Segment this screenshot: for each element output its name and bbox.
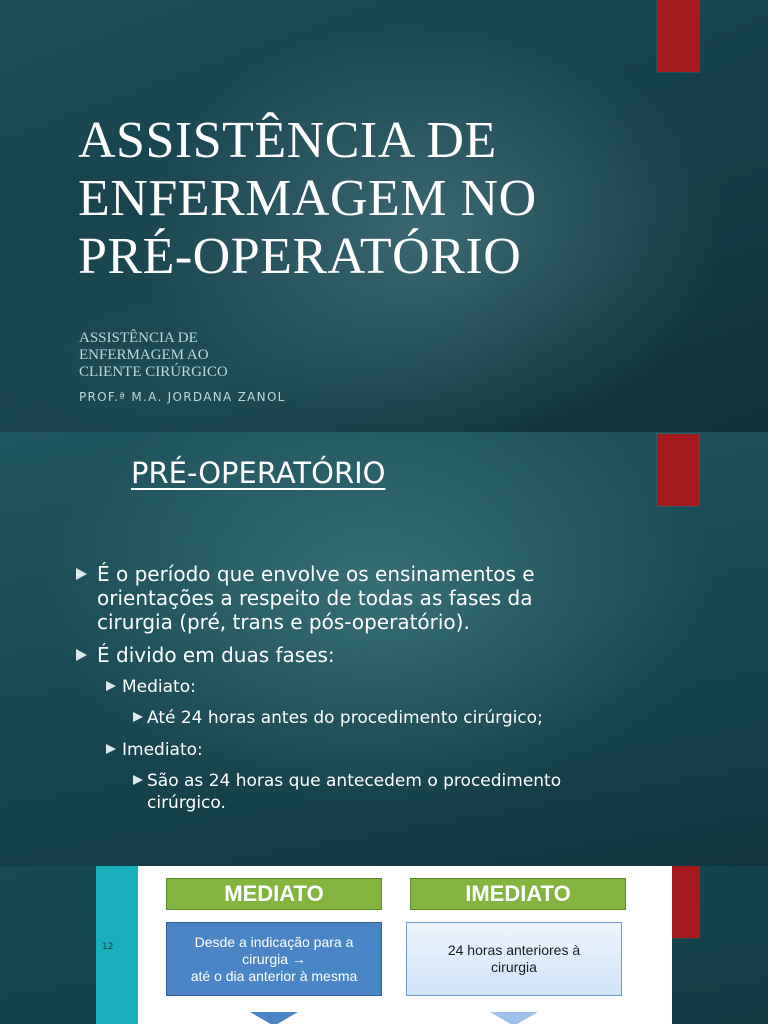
phase-diagram — [96, 866, 672, 1024]
bullet-text: Imediato: — [122, 740, 203, 760]
bullet-text: É divido em duas fases: — [97, 643, 335, 667]
title-slide — [0, 0, 768, 432]
bullet-text: É o período que envolve os ensinamentos e orientações a respeito de todas as fases da cirurgia (pré, trans e pós-operatório). — [97, 562, 535, 634]
content-slide — [0, 432, 768, 868]
sub-sub-bullet-item — [76, 707, 636, 729]
author-name: PROF.ª M.A. JORDANA ZANOL — [79, 390, 286, 404]
down-arrow-icon — [250, 1012, 298, 1024]
slide-number-strip — [96, 866, 138, 1024]
slide-heading: PRÉ-OPERATÓRIO — [131, 456, 386, 490]
bullet-text: Mediato: — [122, 677, 196, 697]
down-arrow-icon — [490, 1012, 538, 1024]
sub-bullet-item — [76, 676, 636, 698]
diagram-slide — [0, 866, 768, 1024]
sub-bullet-item — [76, 739, 636, 761]
bullet-list — [76, 562, 636, 824]
presentation-subtitle: ASSISTÊNCIA DE ENFERMAGEM AO CLIENTE CIRÚRGICO — [79, 330, 228, 380]
triangle-bullet-icon — [76, 568, 87, 580]
mediato-header: MEDIATO — [166, 878, 382, 910]
bullet-text: Até 24 horas antes do procedimento cirúrgico; — [147, 708, 543, 728]
imediato-description: 24 horas anteriores à cirurgia — [406, 922, 622, 996]
triangle-bullet-icon — [106, 681, 116, 691]
triangle-bullet-icon — [106, 744, 116, 754]
triangle-bullet-icon — [76, 649, 87, 661]
bullet-text: São as 24 horas que antecedem o procedimento cirúrgico. — [147, 771, 562, 813]
bullet-item — [76, 562, 636, 634]
mediato-description: Desde a indicação para a cirurgia → até o dia anterior à mesma — [166, 922, 382, 996]
presentation-title: ASSISTÊNCIA DE ENFERMAGEM NO PRÉ-OPERATÓRIO — [78, 112, 537, 285]
sub-sub-bullet-item — [76, 770, 636, 814]
imediato-header: IMEDIATO — [410, 878, 626, 910]
accent-tab — [657, 0, 699, 72]
triangle-bullet-icon — [133, 775, 143, 785]
triangle-bullet-icon — [133, 712, 143, 722]
accent-tab — [657, 434, 699, 506]
bullet-item — [76, 643, 636, 667]
slide-number: 12 — [102, 942, 114, 952]
